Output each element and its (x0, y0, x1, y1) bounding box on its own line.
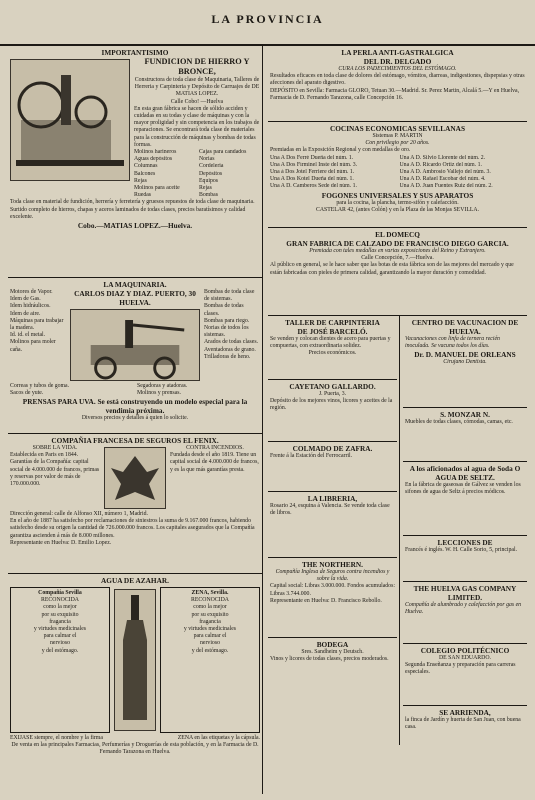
perla-tagline: CURA LOS PADECIMIENTOS DEL ESTÓMAGO. (338, 66, 457, 72)
fenix-body: En el año de 1887 ha satisfecho por reclamaciones de siniestros la suma de 9.167.000 francos, habiendo satisfecho desde su origen la cantidad de 726.000.000 francos. Los capitales asegurados que la Compañía garantiza ascienden á más de 8.000 millones. (10, 518, 255, 539)
fogones-address: CASTELAR 42, (antes Colón) y en la Plaza de las Monjas SEVILLA. (315, 206, 480, 213)
gran-fabrica-subtitle: Premiada con tales medallas en varias exposiciones del Reino y Extranjero. (309, 248, 486, 254)
list-item: Compañía Sevilla (38, 590, 82, 596)
libreria-title: LA LIBRERIA, (307, 494, 358, 503)
list-item: por su exquisito (191, 611, 229, 618)
list-item: como la mejor (193, 604, 227, 611)
list-item: Idem hidráulicos. (10, 303, 51, 310)
vacunacion-doctor: Dr. D. MANUEL DE ORLEANS (414, 350, 516, 360)
list-item: y del estómago. (41, 647, 79, 654)
sobre-la-vida-label: SOBRE LA VIDA. (32, 445, 78, 451)
list-item: ZENA, Sevilla. (191, 590, 229, 596)
vacunacion-title: CENTRO DE VACUNACION DE HUELVA. (411, 318, 519, 336)
lecciones-body: Francés é inglés. W. H. Calle Sorio, 5, principal. (405, 547, 518, 553)
list-item: Molinos para moler caña. (10, 339, 56, 353)
carlos-bottom-list (10, 383, 260, 397)
masthead (0, 4, 535, 46)
list-item: Rejas (199, 185, 212, 192)
colmado-title: COLMADO DE ZAFRA. (292, 444, 373, 453)
machine-illustration (10, 59, 130, 181)
maquinaria-title: LA MAQUINARIA. (103, 280, 167, 289)
right-lower-grid (268, 316, 527, 745)
list-item: RECONOCIDA (40, 597, 79, 604)
fogones-subtitle: para la cocina, la plancha, termo-sifón y calefacción. (336, 199, 459, 206)
prensas-note: Diversos precios y detalles á quien lo solicite. (81, 415, 189, 422)
fundicion-items-right (199, 149, 260, 199)
list-item: Bombas para riego. (204, 317, 250, 324)
fenix-rep: Representante en Huelva: D. Emilio Lopez. (10, 539, 112, 546)
ad-libreria (268, 492, 397, 558)
bodega-body: Vinos y licores de todas clases, precios moderados. (270, 656, 389, 663)
list-item: Balcones (134, 170, 156, 177)
ad-el-fenix (8, 434, 262, 574)
list-item: Una A Dos Kotel Dueña del núm. 1. (270, 176, 354, 183)
newspaper-title: LA PROVINCIA (211, 12, 324, 26)
left-column (8, 46, 263, 794)
list-item: Máquinas para trabajar la madera. (10, 317, 64, 332)
list-item: Rejas (134, 177, 147, 184)
list-item: nervioso (200, 640, 220, 647)
agua-title: AGUA DE AZAHAR. (101, 576, 169, 585)
vida-text: Establecida en Paris en 1844. Garantías de la Compañía: capital social de 4.000.000 de francos, primas y reservas por valor de más de 170.000.000. (10, 452, 100, 488)
agua-foot: De venta en las principales Farmacias, Perfumerías y Droguerías de esta población, y en la Farmacia de D. Fernando Tarazona en Huelva. (11, 742, 259, 756)
list-item: y del estómago. (191, 647, 229, 654)
list-item: Norias (199, 156, 215, 163)
fundicion-address: Calle Cobo! —Huelva (170, 98, 224, 105)
bottle-icon (114, 589, 156, 731)
colegio-body: Segunda Enseñanza y preparación para carreras especiales. (405, 662, 516, 676)
gran-fabrica-body: Al público en general, se le hace saber que las botas de esta fábrica son de las mejores del mercado y que están fabricadas con pieles de primera calidad, garantizando la mayor duración y comodidad. (270, 262, 514, 276)
muebles-title: S. MONZAR N. (440, 410, 490, 419)
aficionados-title: A los aficionados al agua de Soda O AGUA DE SELTZ. (409, 464, 521, 482)
prensas-headline: PRENSAS PARA UVA. Se está construyendo un modelo especial para la vendimia próxima. (22, 397, 248, 416)
list-item: fragancia (199, 618, 221, 625)
list-item: Una A D. Rafael Escobar del núm. 4. (399, 176, 486, 183)
taller-body: Se venden y colocan dientes de acero para puertas y compuertas, con extraordinaria solidez. (270, 336, 391, 350)
list-item: Ruedas (134, 192, 152, 199)
fundicion-footer-2: Surtido completo de hierros, chapas y aceros laminados de todas clases, precios baratísimos y calidad excelente. (10, 206, 246, 220)
huelva-gas-title: THE HUELVA GAS COMPANY LIMITED. (413, 584, 517, 602)
list-item: Idem de Gas. (10, 296, 41, 303)
agua-footer-right: ZENA en las etiquetas y la cápsula. (177, 735, 260, 741)
list-item: nervioso (50, 640, 70, 647)
fundicion-body: En esta gran fábrica se hacen de sólido acciden y cuidadas en su todas y clase de máquinas y con la mayor proligidad y sin competencia en los trabajos de reparaciones. Se encontrará toda clase de materiales para la construcción de máquinas y bombas de todas formas. (134, 105, 260, 148)
list-item: Cajas para candados (199, 149, 247, 156)
muebles-body: Muebles de todas clases, cómodas, camas, etc. (405, 419, 513, 425)
list-item: Una A D. Camberos Sede del núm. 1. (270, 183, 357, 190)
domecq-title: EL DOMECQ (375, 230, 420, 239)
ad-soda (403, 462, 527, 536)
ad-huelva-gas (403, 582, 527, 644)
list-item: Cordeleria (199, 163, 224, 170)
list-item: Arados de todas clases. (204, 339, 259, 346)
list-item: Segadoras y atadoras. (137, 383, 188, 389)
northern-subtitle: Compañía Inglesa de Seguros contra incendios y sobre la vida. (275, 569, 390, 583)
list-item: Norias de todos los sistemas. (204, 325, 249, 339)
list-item: Idem de aire. (10, 310, 41, 317)
list-item: Una A D. Ambrosio Vallejo del núm. 3. (399, 169, 491, 176)
agua-footer-left: EXIJASE siempre, el nombre y la firma (10, 735, 103, 741)
right-column (268, 46, 527, 794)
list-item: y virtudes medicinales (33, 626, 87, 633)
ad-colmado (268, 442, 397, 492)
ad-agua-de-azahar (8, 574, 262, 794)
list-item: Correas y tubos de goma. (10, 383, 70, 389)
cirujano-label: Cirujano Dentista. (443, 359, 487, 366)
taller-owner: DE JOSÉ BARCELÓ. (297, 327, 368, 336)
ad-perla (268, 46, 527, 122)
phoenix-emblem (104, 447, 166, 509)
incendio-text: Fundada desde el año 1819. Tiene un capital social de 4.000.000 de francos, y es la que más garantías presta. (170, 452, 259, 473)
list-item: Una A D. Silvio Llorente del núm. 2. (399, 154, 486, 161)
fundicion-footer-1: Toda clase en material de fundición, herrería y ferretería y gruesos repuestos de toda clase de maquinaria. (10, 199, 255, 206)
fogones-title: FOGONES UNIVERSALES Y SUS APARATOS (321, 190, 474, 200)
list-item: Molinos harineros (134, 149, 177, 156)
ad-calzado (268, 228, 527, 316)
right-subcolumn-a (268, 316, 400, 745)
ad-vacunacion (403, 316, 527, 408)
list-item: Una á Dos Jotel Ferriere del núm. 1. (270, 169, 355, 176)
cocinas-title: COCINAS ECONOMICAS SEVILLANAS (329, 124, 466, 133)
list-item: Depósitos (199, 170, 223, 177)
ad-colegio (403, 644, 527, 706)
list-item: Id. id. el metal. (10, 332, 46, 339)
agua-box-left (10, 587, 110, 733)
list-item: Una A Dos Ferré Dueña del núm. 1. (270, 154, 354, 161)
northern-title: THE NORTHERN. (302, 560, 363, 569)
cayetano-body: Depósito de los mejores vinos, licores y aceites de la región. (270, 398, 393, 412)
list-item: Aventadoras de grano. (204, 346, 256, 353)
ad-fundicion (8, 46, 262, 278)
list-item: Molinos y prensas. (137, 390, 181, 397)
aficionados-body: En la fábrica de gaseosas de Gálvez se venden los sifones de agua de Seltz á precios módicos. (405, 482, 521, 496)
ad-bodega (268, 638, 397, 695)
list-item: como la mejor (43, 604, 77, 611)
bodega-title: BODEGA (316, 640, 349, 649)
arrienda-body: la finca de Jardín y huerta de San Juan, con buena casa. (405, 717, 521, 731)
ad-maquinaria (8, 278, 262, 434)
perla-body: Resultados eficaces en toda clase de dolores del estómago, vómitos, diarreas, indigestiones, dispepsias y otras afecciones del aparato digestivo. (270, 73, 525, 87)
list-item: Sacos de yute. (10, 390, 44, 397)
list-item: para calmar el (193, 633, 227, 640)
list-item: Una A Dos Fírminel Inste del núm. 3. (270, 161, 358, 168)
northern-rep: Representante en Huelva: D. Francisco Rebollo. (270, 597, 382, 604)
list-item: por su exquisito (41, 611, 79, 618)
section-label: IMPORTANTISIMO (101, 48, 169, 57)
fundicion-items (134, 149, 260, 199)
agua-box-right (160, 587, 260, 733)
taller-title: TALLER DE CARPINTERIA (285, 318, 380, 327)
list-item: Bombas (199, 192, 219, 199)
list-item: Una A D. Ricardo Ortiz del núm. 1. (399, 161, 482, 168)
list-item: Aguas depósitos (134, 156, 173, 163)
compania-title: COMPAÑIA FRANCESA DE SEGUROS EL FENIX. (51, 436, 219, 445)
cocinas-subtitle: Sistemas P. MARTIN (372, 133, 423, 139)
perla-title: LA PERLA ANTI-GASTRALGICA (341, 48, 454, 57)
cocinas-list (270, 155, 525, 191)
huelva-gas-body: Compañía de alumbrado y calefacción por gas en Huelva. (405, 602, 522, 616)
ad-lecciones (403, 536, 527, 582)
ad-northern (268, 558, 397, 638)
gran-fabrica-address: Calle Concepción, 7.—Huelva. (361, 255, 434, 262)
fundicion-items-left (134, 149, 195, 199)
ad-arrienda (403, 706, 527, 745)
list-item: Molinos para aceite (134, 185, 180, 192)
northern-body: Capital social: Libras 3.000.000. Fondos acumulados: Libras 3.744.000. (270, 583, 395, 597)
perla-deposit: DEPÓSITO en Sevilla: Farmacia GLORO, Tetuan 30.—Madrid. Sr. Perez Martin, Alcalá 5.—Y en Huelva, Farmacia de D. Fernando Tarazona, calle Concepción 16. (270, 87, 520, 101)
bodega-subtitle: Sres. Sandheim y Deutsch. (301, 649, 364, 655)
contra-incendios-label: CONTRA INCENDIOS. (186, 445, 244, 451)
cocinas-body: Premiadas en la Exposición Regional y con medallas de oro. (270, 147, 411, 154)
carlos-right-list (204, 289, 260, 383)
colegio-subtitle: DE SAN EDUARDO. (438, 655, 491, 661)
gran-fabrica-title: GRAN FABRICA DE CALZADO DE FRANCISCO DIEGO GARCIA. (286, 239, 509, 248)
colegio-title: COLEGIO POLITÉCNICO (420, 646, 510, 655)
lecciones-title: LECCIONES DE (437, 538, 493, 547)
ad-muebles (403, 408, 527, 462)
list-item: Bombas de toda clase de sistemas. (204, 289, 255, 303)
vacunacion-body: Vacunaciones con linfa de ternera recién inoculada. Se vacuna todos los días. (405, 336, 500, 350)
fenix-direccion: Dirección general: calle de Alfonso XII, número 1, Madrid. (10, 511, 148, 517)
ad-taller (268, 316, 397, 380)
cayetano-title: CAYETANO GALLARDO. (289, 382, 376, 391)
libreria-body: Rosario 24, esquina á Valencia. Se vende toda clase de libros. (270, 503, 390, 517)
list-item: Trilladoras de heno. (204, 353, 251, 360)
carlos-title: CARLOS DIAZ Y DIAZ. PUERTO, 30 HUELVA. (74, 289, 196, 307)
ad-cayetano (268, 380, 397, 442)
list-item: Equipos (199, 177, 219, 184)
fundicion-signature: Cobo.—MATIAS LOPEZ.—Huelva. (77, 221, 193, 231)
list-item: Columnas (134, 163, 158, 170)
list-item: Bombas de todas clases. (204, 303, 244, 317)
list-item: y virtudes medicinales (183, 626, 237, 633)
fundicion-title: FUNDICION DE HIERRO Y BRONCE, (144, 57, 250, 76)
list-item: Motores de Vapor. (10, 289, 53, 295)
ad-cocinas (268, 122, 527, 228)
list-item: para calmar el (43, 633, 77, 640)
fundicion-subtitle: Constructora de toda clase de Maquinaria, Talleres de Herreria y Carpinteria y Depósito de Carruajes de DE MATIAS LOPEZ. (134, 77, 260, 98)
colmado-body: Frente á la Estación del Ferrocarril. (270, 453, 353, 459)
pump-illustration (70, 309, 200, 381)
cocinas-line: Con privilegio por 20 años. (365, 140, 430, 147)
perla-subtitle: DEL DR. DELGADO (363, 57, 432, 66)
taller-note: Precios económicos. (308, 350, 357, 357)
carlos-left-list (10, 289, 66, 383)
list-item: RECONOCIDA (190, 597, 229, 604)
cayetano-address: J. Puerta, 3. (318, 391, 347, 397)
right-subcolumn-b (400, 316, 527, 745)
list-item: Una A D. Juan Fuentes Ruiz del núm. 2. (399, 183, 493, 190)
list-item: fragancia (49, 618, 71, 625)
arrienda-title: SE ARRIENDA, (439, 708, 491, 717)
